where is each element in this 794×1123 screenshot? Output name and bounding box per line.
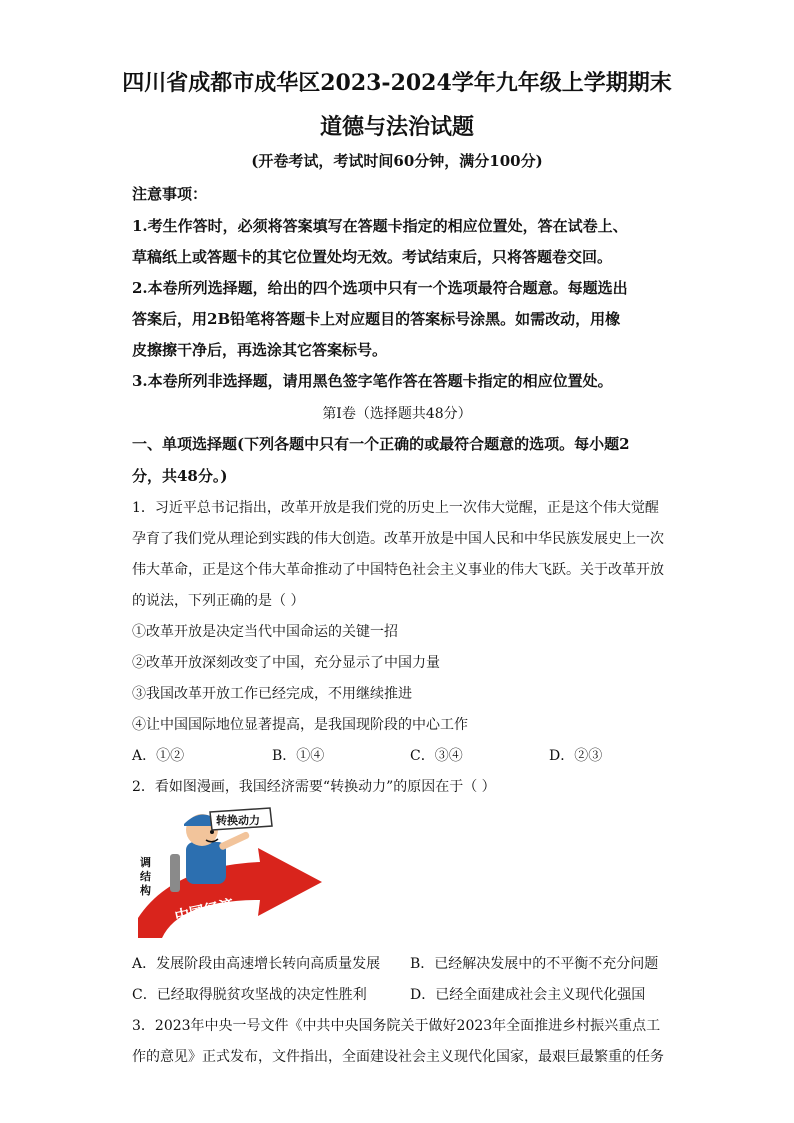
- note-line: 2.本卷所列选择题，给出的四个选项中只有一个选项最符合题意。每题选出: [132, 279, 628, 297]
- sign-text: 转换动力: [216, 814, 260, 827]
- worker-arm: [218, 831, 250, 851]
- q3-stem-line: 3．2023年中央一号文件《中共中央国务院关于做好2023年全面推进乡村振兴重点工: [132, 1018, 661, 1034]
- q1-statement: ④让中国国际地位显著提高，是我国现阶段的中心工作: [132, 717, 468, 733]
- q2-option-b: B．已经解决发展中的不平衡不充分问题: [410, 956, 659, 972]
- exam-title-line1: 四川省成都市成华区2023-2024学年九年级上学期期末: [122, 70, 672, 96]
- q1-stem-line: 1．习近平总书记指出，改革开放是我们党的历史上一次伟大觉醒，正是这个伟大觉醒: [132, 500, 659, 516]
- side-text-3: 构: [140, 884, 151, 897]
- exam-info: (开卷考试，考试时间60分钟，满分100分): [251, 152, 543, 170]
- q1-option-d: D．②③: [549, 748, 603, 764]
- q1-stem-line: 伟大革命，正是这个伟大革命推动了中国特色社会主义事业的伟大飞跃。关于改革开放: [132, 562, 664, 578]
- q1-statement: ②改革开放深刻改变了中国，充分显示了中国力量: [132, 655, 440, 671]
- economy-arrow: [138, 848, 322, 938]
- section-heading-line1: 一、单项选择题(下列各题中只有一个正确的或最符合题意的选项。每小题2: [132, 435, 630, 453]
- arrow-label: 中国经济: [173, 895, 236, 926]
- cartoon-illustration: [132, 804, 328, 940]
- q1-stem-line: 的说法，下列正确的是（ ）: [132, 593, 305, 609]
- q1-option-b: B．①④: [272, 748, 325, 764]
- q1-statement: ③我国改革开放工作已经完成，不用继续推进: [132, 686, 412, 702]
- notes-heading: 注意事项：: [132, 185, 208, 203]
- side-text-1: 调: [140, 856, 151, 869]
- section-heading-line2: 分，共48分。): [132, 467, 228, 485]
- worker-body: [186, 842, 226, 884]
- q1-statement: ①改革开放是决定当代中国命运的关键一招: [132, 624, 398, 640]
- q1-stem-line: 孕育了我们党从理论到实践的伟大创造。改革开放是中国人民和中华民族发展史上一次: [132, 531, 664, 547]
- volume-title: 第Ⅰ卷（选择题共48分）: [322, 406, 472, 422]
- q2-option-c: C．已经取得脱贫攻坚战的决定性胜利: [132, 987, 367, 1003]
- q2-cartoon: [132, 804, 328, 940]
- q2-option-a: A．发展阶段由高速增长转向高质量发展: [132, 956, 381, 972]
- exam-title-line2: 道德与法治试题: [319, 114, 474, 140]
- note-line: 3.本卷所列非选择题，请用黑色签字笔作答在答题卡指定的相应位置处。: [132, 372, 613, 390]
- q2-stem: 2．看如图漫画，我国经济需要“转换动力”的原因在于（ ）: [132, 779, 496, 795]
- q2-option-d: D．已经全面建成社会主义现代化强国: [410, 987, 646, 1003]
- note-line: 1.考生作答时，必须将答案填写在答题卡指定的相应位置处，答在试卷上、: [132, 217, 628, 235]
- q3-stem-line: 作的意见》正式发布，文件指出，全面建设社会主义现代化国家，最艰巨最繁重的任务: [132, 1049, 664, 1065]
- note-line: 草稿纸上或答题卡的其它位置处均无效。考试结束后，只将答题卷交回。: [132, 248, 613, 266]
- q1-option-a: A．①②: [132, 748, 185, 764]
- q1-option-c: C．③④: [410, 748, 463, 764]
- note-line: 答案后，用2B铅笔将答题卡上对应题目的答案标号涂黑。如需改动，用橡: [132, 310, 621, 328]
- wrench-icon: [170, 854, 180, 892]
- side-text-2: 结: [140, 870, 151, 883]
- note-line: 皮擦擦干净后，再选涂其它答案标号。: [132, 341, 388, 359]
